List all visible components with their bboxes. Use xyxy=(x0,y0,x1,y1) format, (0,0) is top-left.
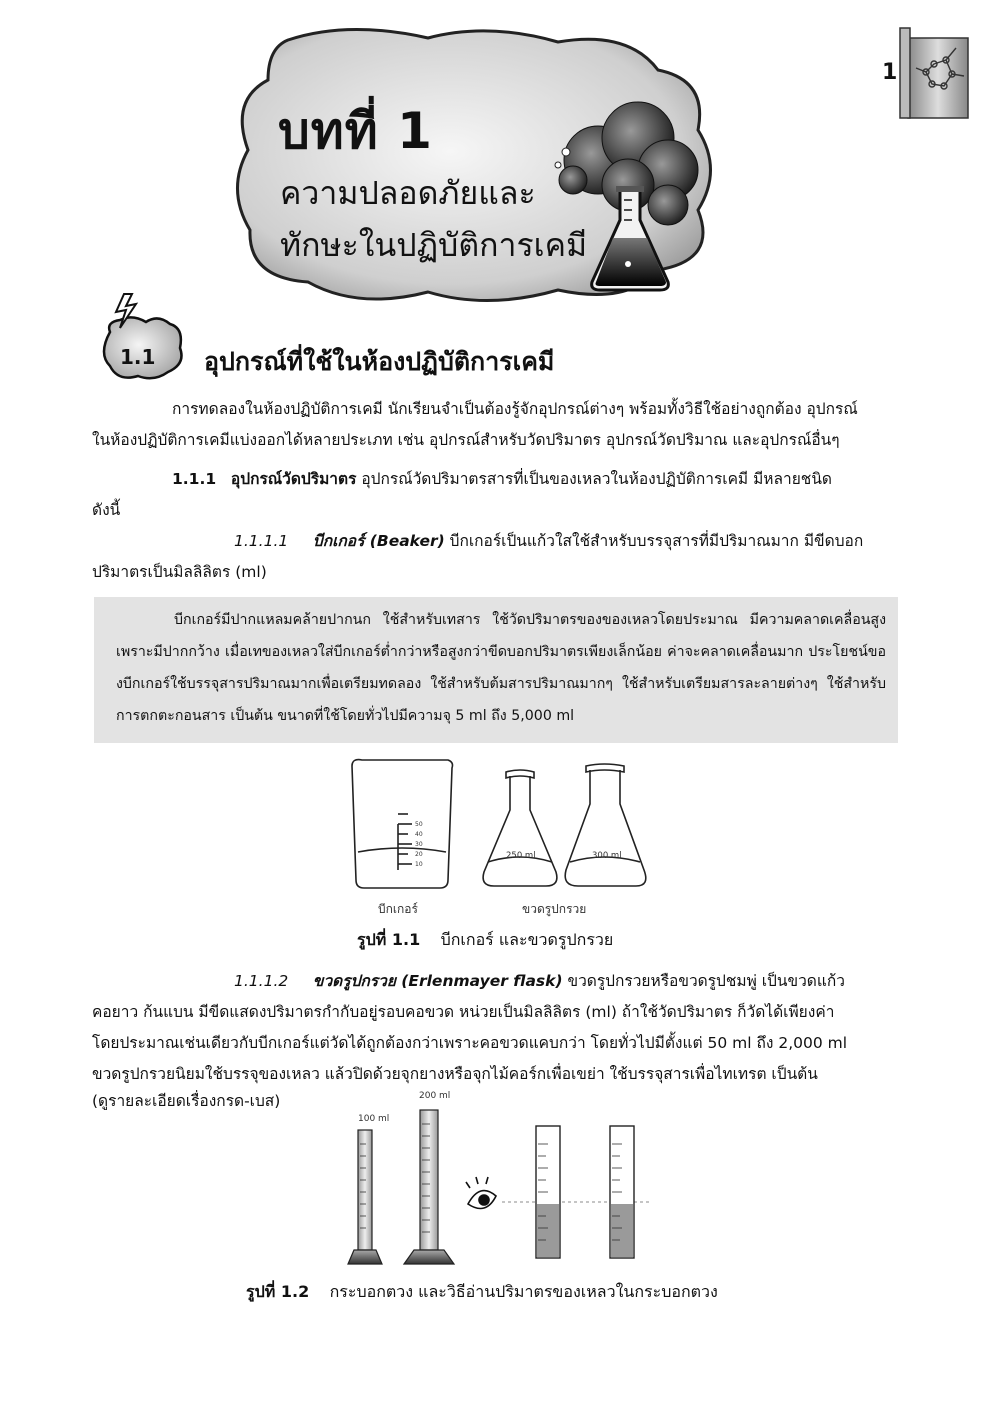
figure2-caption-text: กระบอกตวง และวิธีอ่านปริมาตรของเหลวในกระบอกตวง xyxy=(329,1282,718,1301)
chapter-subtitle-line2: ทักษะในปฏิบัติการเคมี xyxy=(280,226,588,264)
subsubsection2-text: ขวดรูปกรวยหรือขวดรูปชมพู่ เป็นขวดแก้ว xyxy=(562,972,845,990)
flask2-volume: 300 ml xyxy=(592,851,622,861)
section-badge xyxy=(96,292,192,388)
s1112-line2: คอยาว ก้นแบน มีขีดแสดงปริมาตรกำกับอยู่รอบคอขวด หน่วยเป็นมิลลิลิตร (ml) ถ้าใช้วัดปริมาตร ก็วัดได้เพียงค่า xyxy=(92,1003,835,1021)
reading-tube-1 xyxy=(536,1126,560,1258)
subsubsection2-number: 1.1.1.2 xyxy=(234,972,289,990)
beaker-mark-10: 10 xyxy=(415,861,423,868)
eye-icon xyxy=(466,1177,496,1209)
page-number: 1 xyxy=(882,60,898,85)
subsubsection-heading: บีกเกอร์ (Beaker) xyxy=(312,532,445,550)
flask1-volume: 250 ml xyxy=(506,851,536,861)
beaker-label: บีกเกอร์ xyxy=(378,902,418,916)
subsection-1-1-1-1 xyxy=(92,526,898,557)
flask-drawing-250 xyxy=(483,770,557,886)
beaker-mark-20: 20 xyxy=(415,851,423,858)
section-title: อุปกรณ์ที่ใช้ในห้องปฏิบัติการเคมี xyxy=(204,347,555,376)
figure2-caption-number: รูปที่ 1.2 xyxy=(246,1282,310,1301)
molecule-corner-icon xyxy=(898,24,972,120)
subsection-1-1-1-1-line2: ปริมาตรเป็นมิลลิลิตร (ml) xyxy=(92,563,267,581)
subsubsection2-heading: ขวดรูปกรวย (Erlenmayer flask) xyxy=(312,972,563,990)
flask-label: ขวดรูปกรวย xyxy=(522,902,587,916)
subsubsection-text: บีกเกอร์เป็นแก้วใสใช้สำหรับบรรจุสารที่มีปริมาณมาก มีขีดบอก xyxy=(444,532,864,550)
reading-tube-2 xyxy=(610,1126,634,1258)
subsection-number: 1.1.1 xyxy=(172,470,217,488)
cylinder-100ml-drawing xyxy=(348,1130,382,1264)
beaker-mark-50: 50 xyxy=(415,821,423,828)
beaker-mark-40: 40 xyxy=(415,831,423,838)
figure-beaker-flasks xyxy=(340,752,660,902)
subsection-1-1-1-line2: ดังนี้ xyxy=(92,501,121,519)
section-number: 1.1 xyxy=(120,345,156,369)
flask-drawing-300 xyxy=(565,764,646,886)
intro-line2: ในห้องปฏิบัติการเคมีแบ่งออกได้หลายประเภท เช่น อุปกรณ์สำหรับวัดปริมาตร อุปกรณ์วัดปริมาณ และอุปกรณ์อื่นๆ xyxy=(92,431,840,449)
cylinder-200ml-drawing xyxy=(404,1110,454,1264)
subsection-1-1-1-2 xyxy=(92,966,898,997)
subsection-1-1-1 xyxy=(92,464,898,495)
beaker-mark-30: 30 xyxy=(415,841,423,848)
beaker-drawing xyxy=(352,760,453,888)
figure-graduated-cylinders xyxy=(340,1104,660,1274)
intro-line1: การทดลองในห้องปฏิบัติการเคมี นักเรียนจำเป็นต้องรู้จักอุปกรณ์ต่างๆ พร้อมทั้งวิธีใช้อย่างถูกต้อง อุปกรณ์ xyxy=(172,400,858,418)
s1112-line3: โดยประมาณเช่นเดียวกับบีกเกอร์แต่วัดได้ถูกต้องกว่าเพราะคอขวดแคบกว่า โดยทั่วไปมีตั้งแต่ 50 ml ถึง 2,000 ml xyxy=(92,1034,848,1052)
subsubsection-number: 1.1.1.1 xyxy=(234,532,289,550)
figure1-caption-text: บีกเกอร์ และขวดรูปกรวย xyxy=(440,930,614,949)
cylinder1-label: 100 ml xyxy=(358,1114,390,1124)
beaker-info-text: บีกเกอร์มีปากแหลมคล้ายปากนก ใช้สำหรับเทสาร ใช้วัดปริมาตรของของเหลวโดยประมาณ มีความคลาดเคลื่อนสูงเพราะมีปากกว้าง เมื่อเทของเหลวใส่บีกเกอร์ต่ำกว่าหรือสูงกว่าขีดบอกปริมาตรเพียงเล็กน้อย ค่าจะคลาดเคลื่อนมาก ประโยชน์ของบีกเกอร์ใช้บรรจุสารปริมาณมากเพื่อเตรียมทดลอง ใช้สำหรับต้มสารปริมาณมากๆ ใช้สำหรับเตรียมสารละลายต่างๆ ใช้สำหรับการตกตะกอนสาร เป็นต้น ขนาดที่ใช้โดยทั่วไปมีความจุ 5 ml ถึง 5,000 ml xyxy=(116,612,886,724)
figure1-caption-number: รูปที่ 1.1 xyxy=(357,930,421,949)
s1112-line4: ขวดรูปกรวยนิยมใช้บรรจุของเหลว แล้วปิดด้วยจุกยางหรือจุกไม้คอร์กเพื่อเขย่า ใช้บรรจุสารเพื่อไทเทรต เป็นต้น xyxy=(92,1065,818,1083)
figure2-caption xyxy=(246,1280,718,1305)
figure1-caption xyxy=(357,928,613,953)
subsection-text: อุปกรณ์วัดปริมาตรสารที่เป็นของเหลวในห้องปฏิบัติการเคมี มีหลายชนิด xyxy=(356,470,832,488)
chapter-subtitle-line1: ความปลอดภัยและ xyxy=(280,174,536,212)
subsection-heading: อุปกรณ์วัดปริมาตร xyxy=(230,470,357,488)
chapter-title: บทที่ 1 xyxy=(278,102,433,160)
cylinder2-label: 200 ml xyxy=(419,1091,451,1101)
s1112-line5: (ดูรายละเอียดเรื่องกรด-เบส) xyxy=(92,1092,281,1110)
